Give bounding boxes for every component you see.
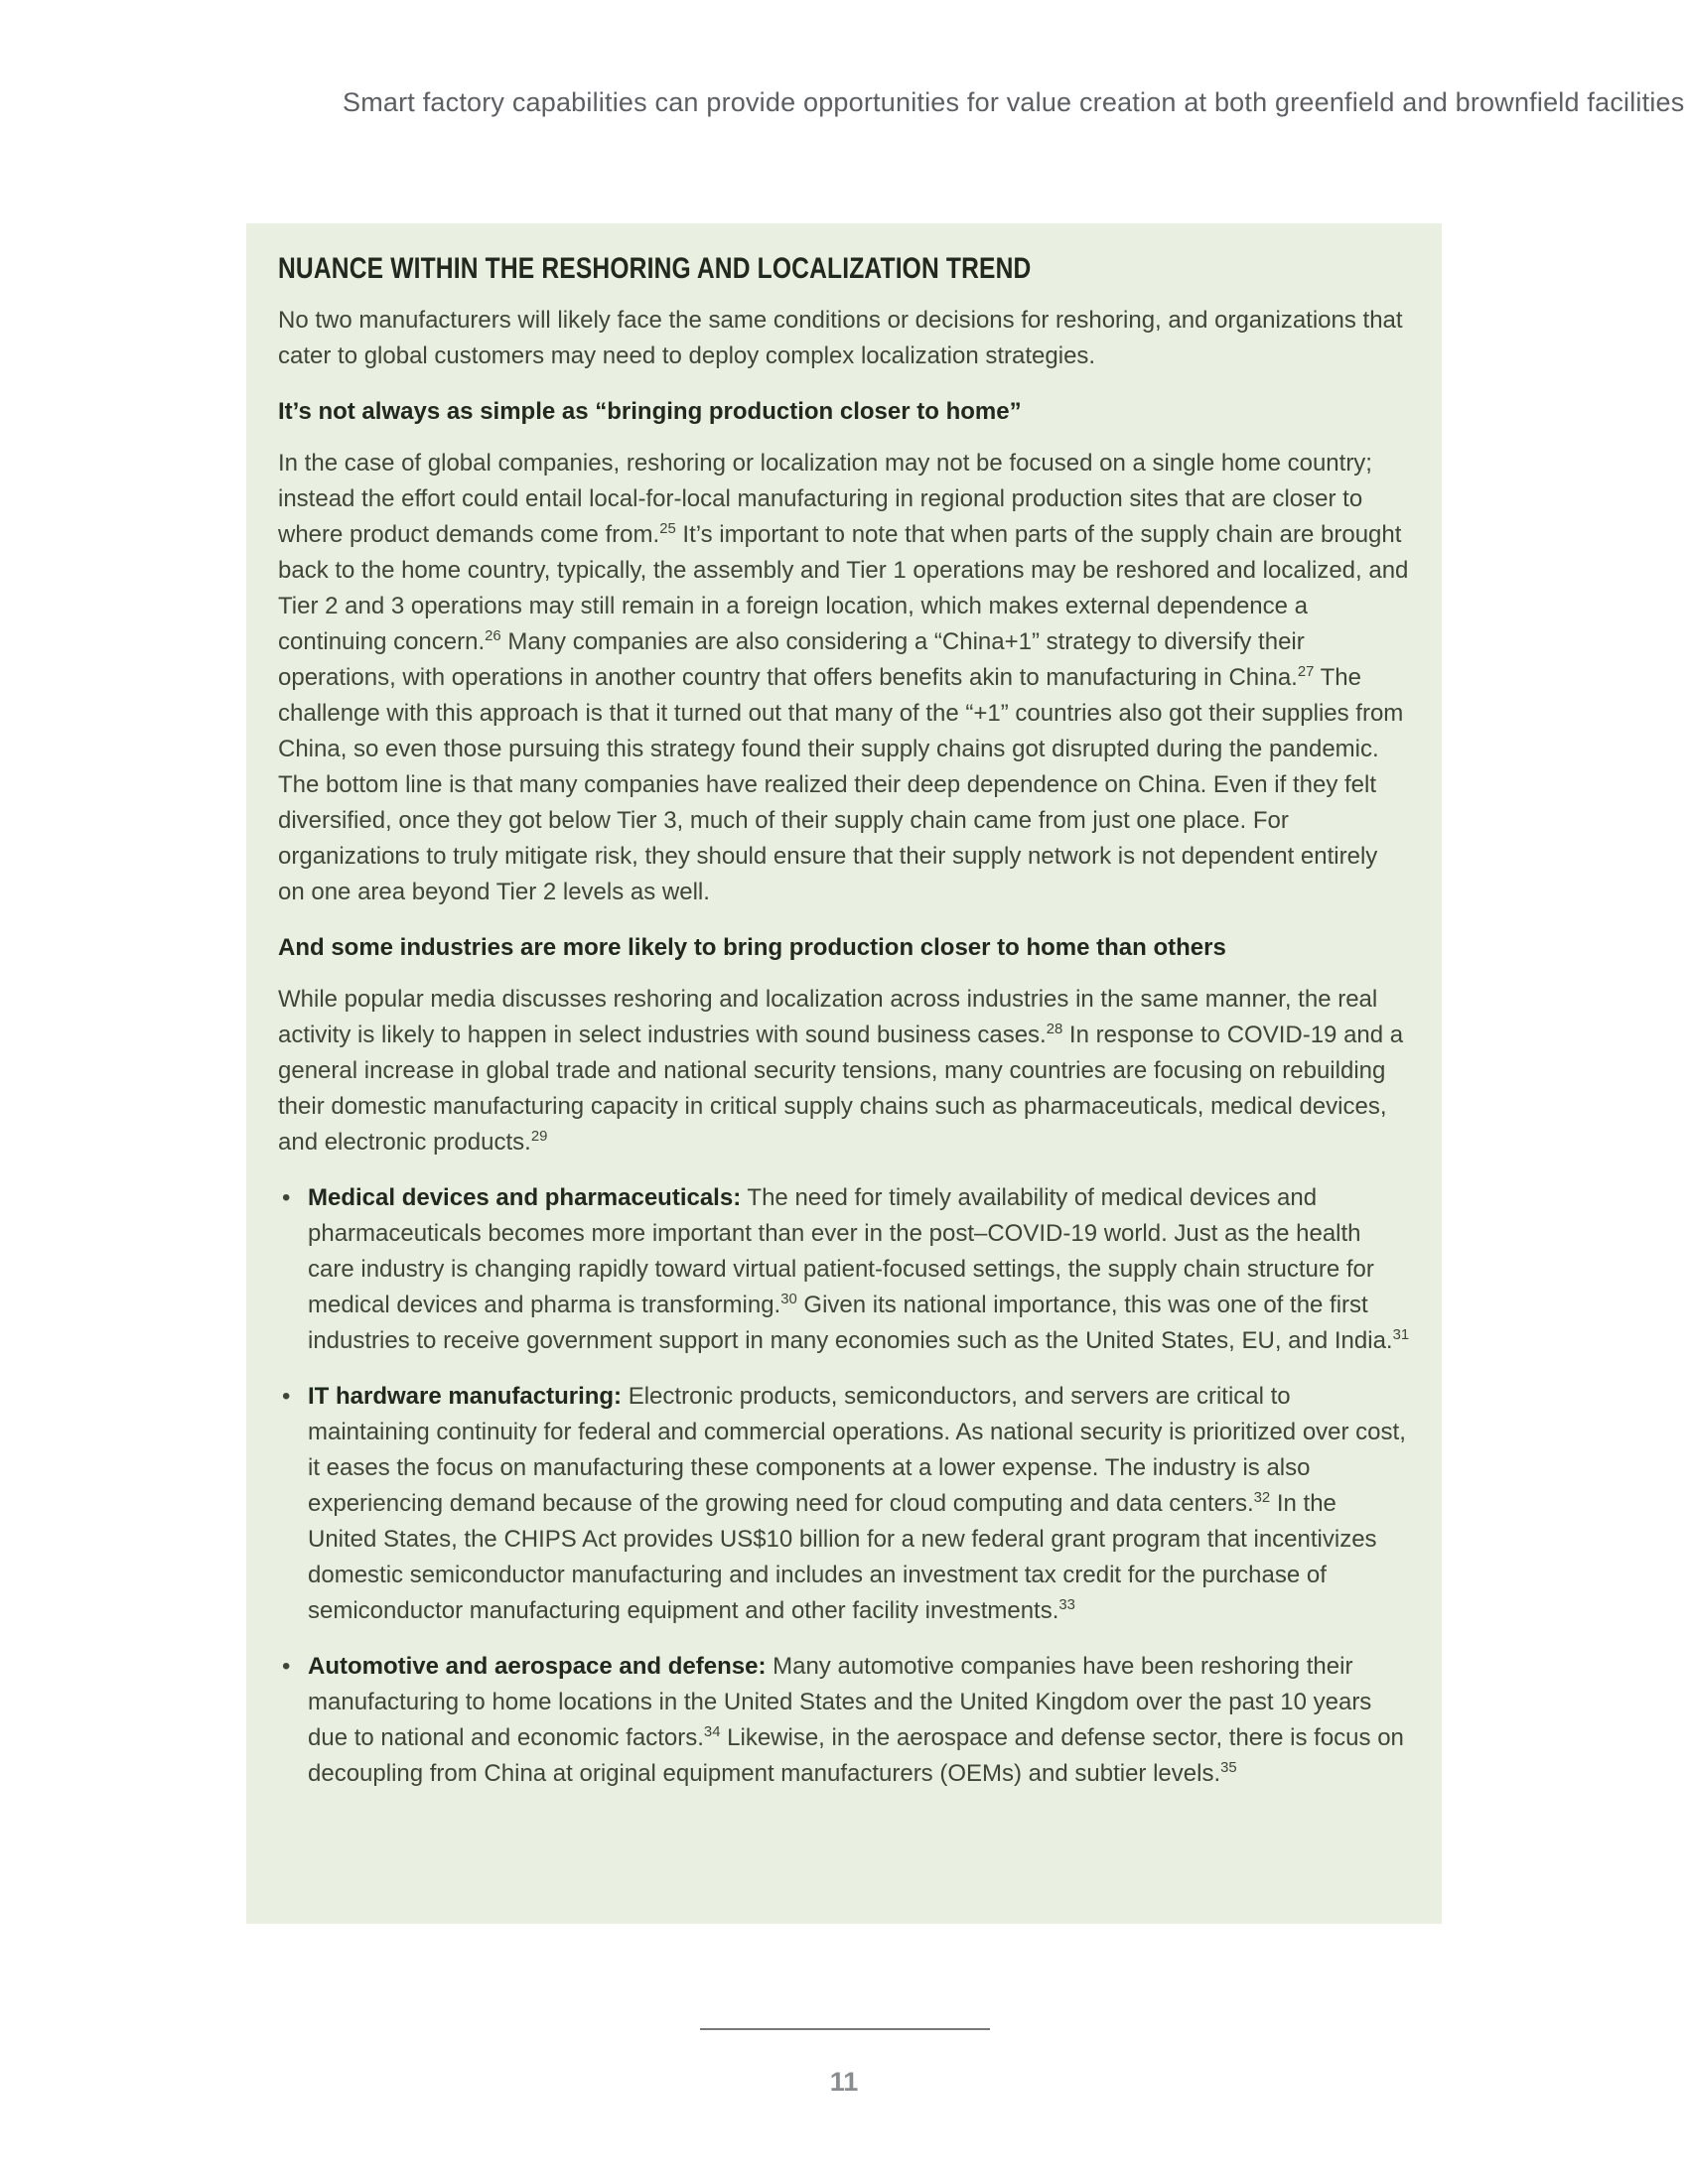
- bullet-automotive-aerospace: [278, 1649, 1410, 1792]
- industry-bullet-list: [278, 1180, 1410, 1792]
- callout-intro: No two manufacturers will likely face the same conditions or decisions for reshoring, and organizations that cater to global customers may need to deploy complex localization strategies.: [278, 307, 1403, 369]
- bullet-it-hardware: [278, 1379, 1410, 1629]
- bullet-body: Electronic products, semiconductors, and servers are critical to maintaining continuity for federal and commercial operations. As national security is prioritized over cost, it eases the focus on manufacturing these components at a lower expense. The industry is also experiencing demand because of the growing need for cloud computing and data centers.$^{32}$ In the United States, the CHIPS Act provides US$10 billion for a new federal grant program that incentivizes domestic semiconductor manufacturing and includes an investment tax credit for the purchase of semiconductor manufacturing equipment and other facility investments.$^{33}$: [308, 1383, 1406, 1624]
- bullet-body: Many automotive companies have been reshoring their manufacturing to home locations in the United States and the United Kingdom over the past 10 years due to national and economic factors.$^{34}$ Likewise, in the aerospace and defense sector, there is focus on decoupling from China at original equipment manufacturers (OEMs) and subtier levels.$^{35}$: [308, 1653, 1404, 1787]
- callout-box: [246, 223, 1442, 1924]
- bullet-body: The need for timely availability of medical devices and pharmaceuticals becomes more important than ever in the post–COVID-19 world. Just as the health care industry is changing rapidly toward virtual patient-focused settings, the supply chain structure for medical devices and pharma is transforming.$^{30}$ Given its national importance, this was one of the first industries to receive government support in many economies such as the United States, EU, and India.$^{31}$: [308, 1184, 1410, 1354]
- bullet-lead: IT hardware manufacturing:: [308, 1383, 623, 1410]
- callout-title: NUANCE WITHIN THE RESHORING AND LOCALIZATION TREND: [278, 252, 1032, 285]
- bullet-lead: Automotive and aerospace and defense:: [308, 1653, 767, 1680]
- footer-divider: [700, 2028, 990, 2030]
- subheading-industries: And some industries are more likely to bring production closer to home than others: [278, 934, 1226, 961]
- bullet-lead: Medical devices and pharmaceuticals:: [308, 1184, 742, 1211]
- running-header: Smart factory capabilities can provide opportunities for value creation at both greenfield and brownfield facilities: [343, 87, 1685, 117]
- paragraph-global-companies: In the case of global companies, reshoring or localization may not be focused on a single home country; instead the effort could entail local-for-local manufacturing in regional production sites that are closer to where product demands come from.$^{25}$ It’s important to note that when parts of the supply chain are brought back to the home country, typically, the assembly and Tier 1 operations may be reshored and localized, and Tier 2 and 3 operations may still remain in a foreign location, which makes external dependence a continuing concern.$^{26}$ Many companies are also considering a “China+1” strategy to diversify their operations, with operations in another country that offers benefits akin to manufacturing in China.$^{27}$ The challenge with this approach is that it turned out that many of the “+1” countries also got their supplies from China, so even those pursuing this strategy found their supply chains got disrupted during the pandemic. The bottom line is that many companies have realized their deep dependence on China. Even if they felt diversified, once they got below Tier 3, much of their supply chain came from just one place. For organizations to truly mitigate risk, they should ensure that their supply network is not dependent entirely on one area beyond Tier 2 levels as well.: [278, 450, 1409, 905]
- page-number: 11: [829, 2067, 859, 2097]
- subheading-bringing-production: It’s not always as simple as “bringing production closer to home”: [278, 398, 1022, 425]
- paragraph-popular-media: While popular media discusses reshoring and localization across industries in the same manner, the real activity is likely to happen in select industries with sound business cases.$^{28}$ In response to COVID-19 and a general increase in global trade and national security tensions, many countries are focusing on rebuilding their domestic manufacturing capacity in critical supply chains such as pharmaceuticals, medical devices, and electronic products.$^{29}$: [278, 986, 1404, 1156]
- bullet-medical-devices: [278, 1180, 1410, 1359]
